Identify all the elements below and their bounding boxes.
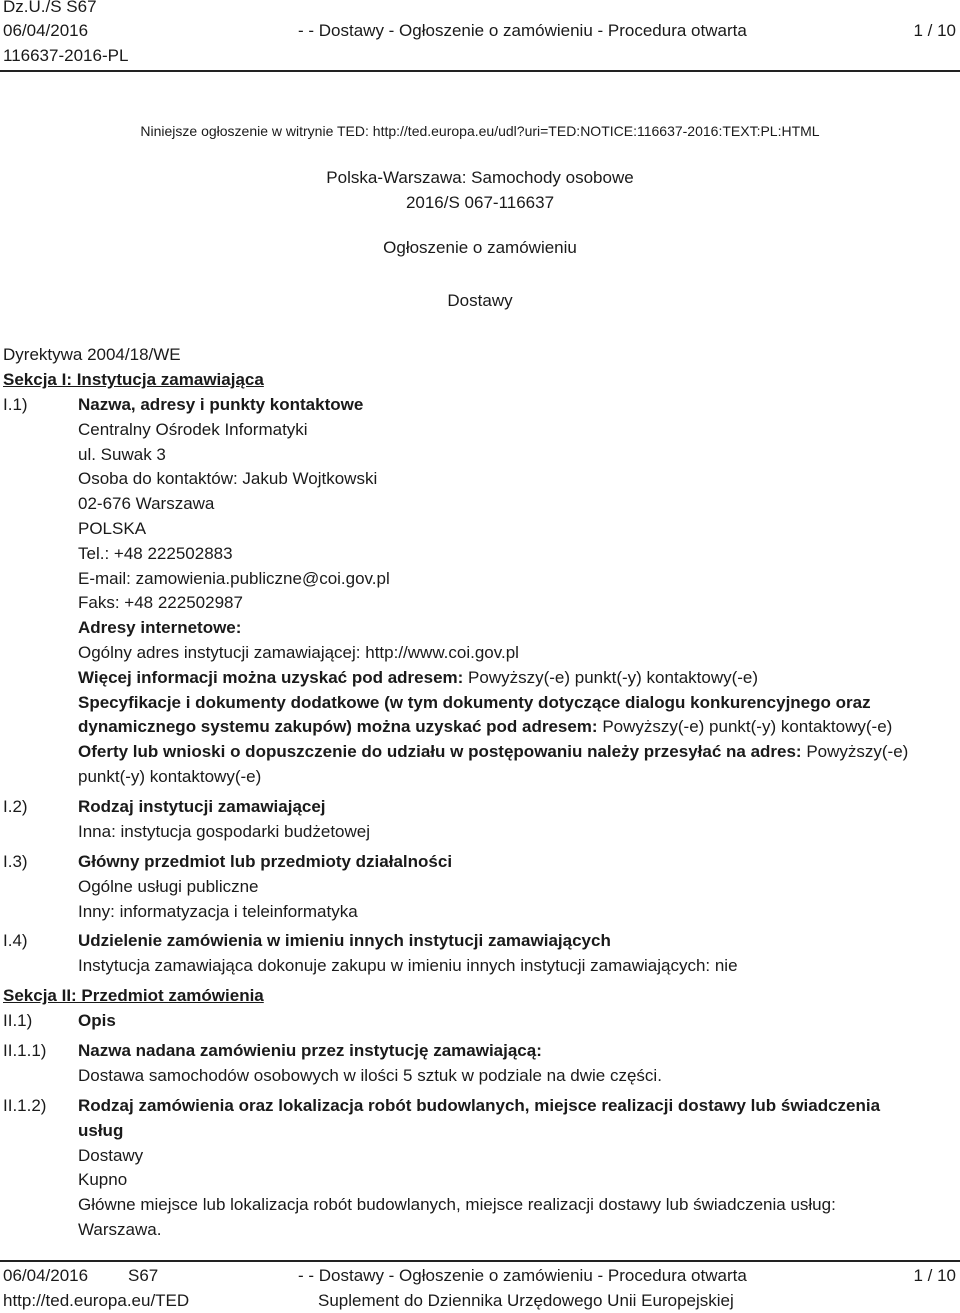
header-date: 06/04/2016 xyxy=(3,21,89,40)
ii1-number: II.1) xyxy=(3,1011,33,1030)
ii12-type: Dostawy xyxy=(78,1145,144,1165)
footer-title: - - Dostawy - Ogłoszenie o zamówieniu - Procedura otwarta xyxy=(298,1266,747,1285)
org-street: ul. Suwak 3 xyxy=(78,444,166,464)
more-info-label: Więcej informacji można uzyskać pod adresem: xyxy=(78,667,469,687)
i1-title: Nazwa, adresy i punkty kontaktowe xyxy=(78,395,364,414)
notice-number: 2016/S 067-116637 xyxy=(405,193,555,212)
header-title: - - Dostawy - Ogłoszenie o zamówieniu - Procedura otwarta xyxy=(298,21,747,40)
web-address-row xyxy=(78,641,958,666)
i3-title: Główny przedmiot lub przedmioty działalności xyxy=(78,852,453,871)
section-2-heading: Sekcja II: Przedmiot zamówienia xyxy=(3,986,264,1005)
spec-value: Powyższy(-e) punkt(-y) kontaktowy(-e) xyxy=(602,717,893,737)
i2-block xyxy=(78,795,958,845)
web-address-label: Ogólny adres instytucji zamawiającej: xyxy=(78,642,366,662)
i2-title: Rodzaj instytucji zamawiającej xyxy=(78,797,326,816)
web-address-link[interactable]: http://www.coi.gov.pl xyxy=(365,642,519,662)
offers-row xyxy=(78,740,958,765)
i1-number: I.1) xyxy=(3,395,28,414)
footer-date: 06/04/2016 xyxy=(3,1266,89,1285)
spec-label-line1: Specyfikacje i dokumenty dodatkowe (w tym dokumenty dotyczące dialogu konkurencyjnego oraz xyxy=(78,692,871,712)
offers-value-line2: punkt(-y) kontaktowy(-e) xyxy=(78,766,262,786)
ii11-number: II.1.1) xyxy=(3,1041,47,1060)
ii12-place-label: Główne miejsce lub lokalizacja robót budowlanych, miejsce realizacji dostawy lub świadczenia usług: xyxy=(78,1195,836,1215)
email-label: E-mail: xyxy=(78,568,136,588)
page-header xyxy=(0,0,960,72)
footer-page-number: 1 / 10 xyxy=(913,1266,956,1285)
web-addresses-heading: Adresy internetowe: xyxy=(78,618,242,638)
offers-value-line1: Powyższy(-e) xyxy=(806,742,909,762)
footer-url[interactable]: http://ted.europa.eu/TED xyxy=(3,1291,190,1310)
ii12-place-value: Warszawa. xyxy=(78,1219,162,1239)
page-footer xyxy=(0,1262,960,1311)
i3-number: I.3) xyxy=(3,852,28,871)
ii12-title-line1: Rodzaj zamówienia oraz lokalizacja robót budowlanych, miejsce realizacji dostawy lub świadczenia xyxy=(78,1096,881,1115)
directive: Dyrektywa 2004/18/WE xyxy=(3,345,181,364)
i4-block xyxy=(78,929,958,979)
ted-notice-link[interactable]: Niniejsze ogłoszenie w witrynie TED: http://ted.europa.eu/udl?uri=TED:NOTICE:116637-2016:TEXT:PL:HTML xyxy=(140,123,820,139)
ii1-title: Opis xyxy=(78,1011,116,1030)
org-city: 02-676 Warszawa xyxy=(78,494,215,514)
notice-title: Polska-Warszawa: Samochody osobowe xyxy=(326,168,634,187)
notice-category: Dostawy xyxy=(447,291,513,310)
org-country: POLSKA xyxy=(78,518,147,538)
i1-block xyxy=(78,393,958,790)
offers-label: Oferty lub wnioski o dopuszczenie do udziału w postępowaniu należy przesyłać na adres: xyxy=(78,742,807,762)
more-info-row xyxy=(78,666,958,691)
i4-number: I.4) xyxy=(3,931,28,950)
more-info-value: Powyższy(-e) punkt(-y) kontaktowy(-e) xyxy=(468,667,759,687)
org-contact-person: Osoba do kontaktów: Jakub Wojtkowski xyxy=(78,469,378,489)
header-doc-id: 116637-2016-PL xyxy=(3,46,129,65)
ii12-number: II.1.2) xyxy=(3,1096,47,1115)
header-divider xyxy=(0,70,960,72)
ii12-block xyxy=(78,1094,958,1243)
i3-value-2: Inny: informatyzacja i teleinformatyka xyxy=(78,901,358,921)
section-1-heading: Sekcja I: Instytucja zamawiająca xyxy=(3,370,264,389)
i4-value: Instytucja zamawiająca dokonuje zakupu w imieniu innych instytucji zamawiających: nie xyxy=(78,955,738,975)
spec-row xyxy=(78,715,958,740)
footer-supplement: Suplement do Dziennika Urzędowego Unii Europejskiej xyxy=(318,1291,734,1310)
email-link[interactable]: zamowienia.publiczne@coi.gov.pl xyxy=(135,568,390,588)
i2-number: I.2) xyxy=(3,797,28,816)
org-fax: Faks: +48 222502987 xyxy=(78,593,243,613)
org-email-row xyxy=(78,567,958,592)
header-journal: Dz.U./S S67 xyxy=(3,0,97,16)
ii12-title-line2: usług xyxy=(78,1120,124,1140)
ii11-value: Dostawa samochodów osobowych w ilości 5 sztuk w podziale na dwie części. xyxy=(78,1065,662,1085)
footer-series: S67 xyxy=(128,1266,159,1285)
header-page-number: 1 / 10 xyxy=(913,21,956,40)
i3-value-1: Ogólne usługi publiczne xyxy=(78,876,259,896)
notice-type: Ogłoszenie o zamówieniu xyxy=(383,238,577,257)
ii12-mode: Kupno xyxy=(78,1170,128,1190)
i3-block xyxy=(78,850,958,924)
spec-label-line2: dynamicznego systemu zakupów) można uzyskać pod adresem: xyxy=(78,717,603,737)
i4-title: Udzielenie zamówienia w imieniu innych instytucji zamawiających xyxy=(78,931,611,950)
org-phone: Tel.: +48 222502883 xyxy=(78,543,233,563)
i2-value: Inna: instytucja gospodarki budżetowej xyxy=(78,821,371,841)
ii11-title: Nazwa nadana zamówieniu przez instytucję zamawiającą: xyxy=(78,1041,542,1060)
org-name: Centralny Ośrodek Informatyki xyxy=(78,419,308,439)
ii11-block xyxy=(78,1039,958,1089)
